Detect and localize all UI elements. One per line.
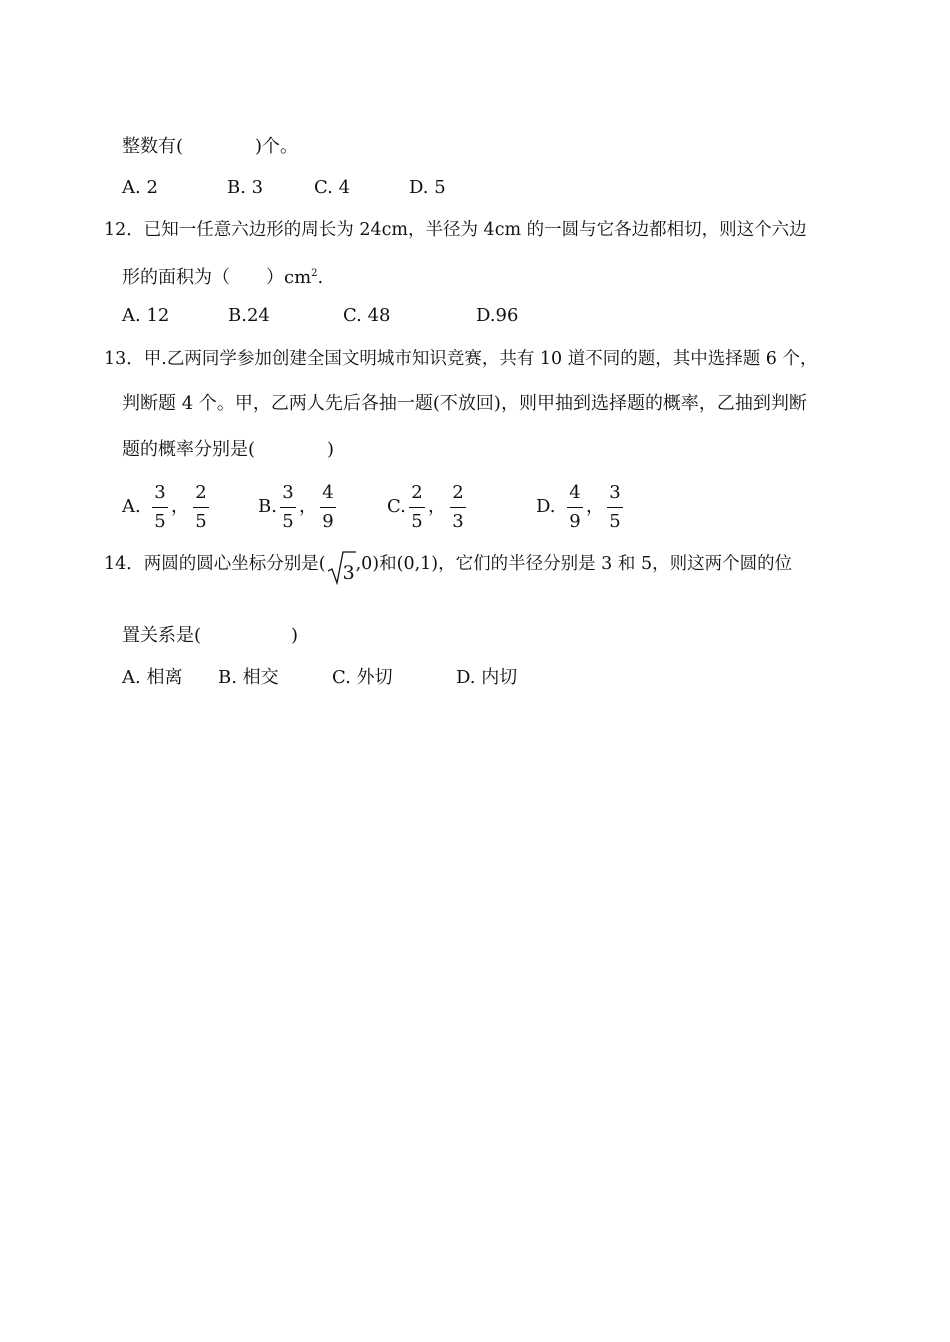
q14-option-d: D. 内切 <box>456 667 518 688</box>
q12-option-b: B.24 <box>228 305 270 326</box>
q13-option-d-label: D. <box>536 496 556 517</box>
q11-option-a: A. 2 <box>122 177 158 198</box>
q13-option-a-separator: ， <box>171 496 189 517</box>
q13-option-a-fraction-1: 3 5 <box>152 481 168 534</box>
q12-stem-line2-text: 形的面积为（ ）cm <box>122 267 312 288</box>
q12-stem-line1: 12．已知一任意六边形的周长为 24cm，半径为 4cm 的一圆与它各边都相切，则这个六边 <box>104 220 807 240</box>
q14-sqrt-radicand: 3 <box>342 562 355 584</box>
q13-option-c-fraction-1: 2 5 <box>409 481 425 534</box>
q14-stem-line1-pre: 14．两圆的圆心坐标分别是( <box>104 554 326 574</box>
q12-unit-superscript: 2 <box>311 268 318 279</box>
q13-option-b-fraction-1: 3 5 <box>280 481 296 534</box>
q12-option-a: A. 12 <box>122 305 170 326</box>
q12-option-d: D.96 <box>476 305 519 326</box>
q13-option-c-separator: ， <box>428 496 446 517</box>
q11-option-b: B. 3 <box>227 177 264 198</box>
q11-continuation: 整数有( )个。 <box>122 136 299 157</box>
q11-option-d: D. 5 <box>409 177 446 198</box>
q13-option-d-fraction-1: 4 9 <box>567 481 583 534</box>
q13-option-b-separator: ， <box>299 496 317 517</box>
q14-option-b: B. 相交 <box>218 667 279 688</box>
q14-sqrt-expression <box>326 551 356 584</box>
q13-stem-line3: 题的概率分别是( ) <box>122 439 335 460</box>
q13-option-a-label: A. <box>122 496 141 517</box>
q12-stem-line2 <box>122 261 323 291</box>
q13-option-d-fraction-2: 3 5 <box>607 481 623 534</box>
q14-stem-line1 <box>104 551 793 584</box>
q12-option-c: C. 48 <box>343 305 391 326</box>
q13-stem-line2: 判断题 4 个。甲，乙两人先后各抽一题(不放回)，则甲抽到选择题的概率，乙抽到判断 <box>122 393 807 414</box>
q13-option-c-label: C. <box>387 496 406 517</box>
q13-stem-line1: 13．甲.乙两同学参加创建全国文明城市知识竞赛，共有 10 道不同的题，其中选择题 6 个， <box>104 349 818 369</box>
q14-stem-line1-post: ,0)和(0,1)，它们的半径分别是 3 和 5，则这两个圆的位 <box>355 554 793 574</box>
q13-option-d-separator: ， <box>586 496 604 517</box>
q11-option-c: C. 4 <box>314 177 351 198</box>
q13-option-b-label: B. <box>258 496 277 517</box>
q14-option-a: A. 相离 <box>122 667 183 688</box>
q14-option-c: C. 外切 <box>332 667 393 688</box>
q13-option-c-fraction-2: 2 3 <box>450 481 466 534</box>
q13-option-a-fraction-2: 2 5 <box>193 481 209 534</box>
q14-stem-line2: 置关系是( ) <box>122 625 299 646</box>
q12-stem-line2-end: . <box>317 267 324 288</box>
q13-option-b-fraction-2: 4 9 <box>320 481 336 534</box>
